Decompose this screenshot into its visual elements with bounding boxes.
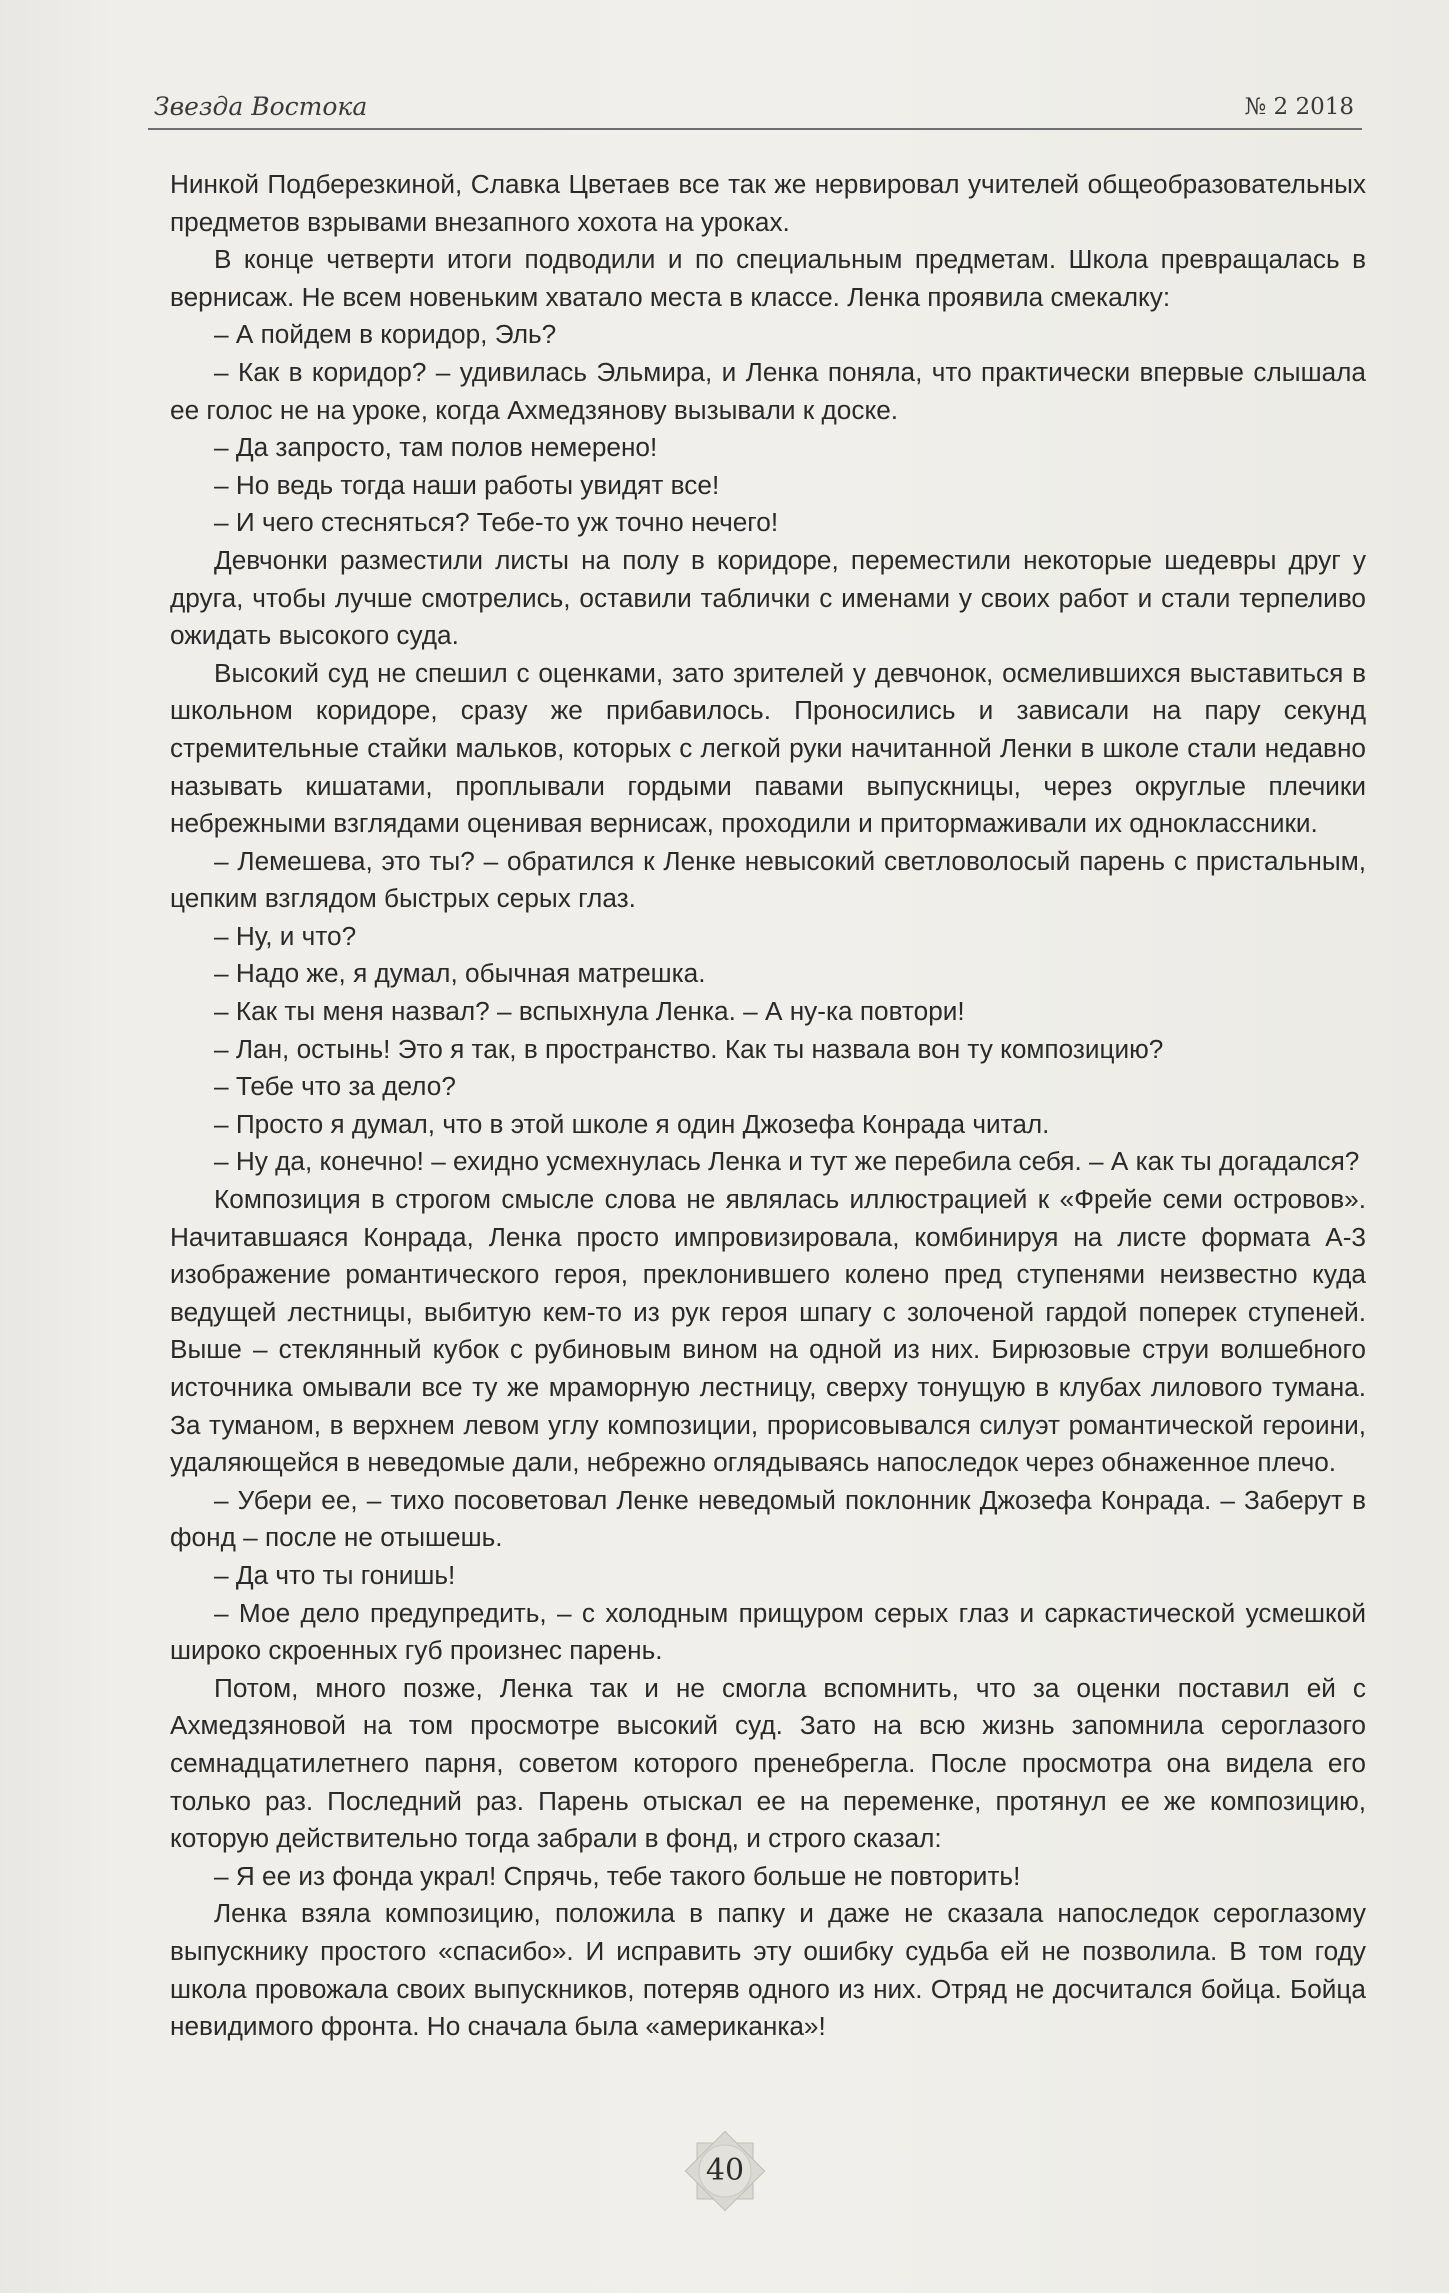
dialogue-line: – Как ты меня назвал? – вспыхнула Ленка. – А ну-ка повтори!	[214, 996, 965, 1027]
dialogue-line: – Я ее из фонда украл! Спрячь, тебе такого больше не повторить!	[214, 1860, 1021, 1891]
dialogue-line: – Надо же, я думал, обычная матрешка.	[214, 958, 706, 989]
dialogue-line: – Да что ты гонишь!	[214, 1559, 456, 1590]
issue-number: № 2 2018	[1244, 94, 1354, 120]
dialogue-line: – Да запросто, там полов немерено!	[214, 432, 658, 463]
dialogue-line: – Убери ее, – тихо посоветовал Ленке неведомый поклонник Джозефа Конрада. – Заберут в фонд – после не отышешь.	[170, 1484, 1366, 1553]
paragraph: Девчонки разместили листы на полу в коридоре, переместили некоторые шедевры друг у друга, чтобы лучше смотрелись, оставили таблички с именами у своих работ и стали терпеливо ожидать высокого суда.	[170, 544, 1366, 651]
dialogue-line: – Но ведь тогда наши работы увидят все!	[214, 469, 720, 500]
paragraph: Ленка взяла композицию, положила в папку и даже не сказала напоследок сероглазому выпускнику простого «спасибо». И исправить эту ошибку судьба ей не позволила. В том году школа провожала своих выпускников, потеряв одного из них. Отряд не досчитался бойца. Бойца невидимого фронта. Но сначала была «американка»!	[170, 1898, 1366, 2042]
paragraph: Нинкой Подберезкиной, Славка Цветаев все так же нервировал учителей общеобразовательных предметов взрывами внезапного хохота на уроках.	[170, 169, 1366, 237]
dialogue-line: – Как в коридор? – удивилась Эльмира, и Ленка поняла, что практически впервые слышала ее голос не на уроке, когда Ахмедзянову вызывали к доске.	[170, 356, 1366, 425]
dialogue-line: – Мое дело предупредить, – с холодным прищуром серых глаз и саркастической усмешкой широко скроенных губ произнес парень.	[170, 1597, 1366, 1666]
paragraph: Потом, много позже, Ленка так и не смогла вспомнить, что за оценки поставил ей с Ахмедзяновой на том просмотре высокий суд. Зато на всю жизнь запомнила сероглазого семнадцатилетнего парня, советом которого пренебрегла. После просмотра она видела его только раз. Последний раз. Парень отыскал ее на переменке, протянул ее же композицию, которую действительно тогда забрали в фонд, и строго сказал:	[170, 1672, 1366, 1854]
paragraph: В конце четверти итоги подводили и по специальным предметам. Школа превращалась в вернисаж. Не всем новеньким хватало места в классе. Ленка проявила смекалку:	[170, 244, 1366, 312]
paragraph: Композиция в строгом смысле слова не являлась иллюстрацией к «Фрейе семи островов». Начитавшаяся Конрада, Ленка просто импровизировала, комбинируя на листе формата А-3 изображение романтического героя, преклонившего колено пред ступенями неизвестно куда ведущей лестницы, выбитую кем-то из рук героя шпагу с золоченой гардой поперек ступеней. Выше – стеклянный кубок с рубиновым вином на одной из них. Бирюзовые струи волшебного источника омывали все ту же мраморную лестницу, сверху тонущую в клубах лилового тумана. За туманом, в верхнем левом углу композиции, прорисовывался силуэт романтической героини, удаляющейся в неведомые дали, небрежно оглядываясь напоследок через обнаженное плечо.	[170, 1184, 1366, 1478]
running-header	[148, 86, 1362, 130]
dialogue-line: – И чего стесняться? Тебе-то уж точно нечего!	[214, 507, 779, 538]
page-number: 40	[705, 2153, 745, 2188]
dialogue-line: – Ну да, конечно! – ехидно усмехнулась Ленка и тут же перебила себя. – А как ты догадался?	[214, 1146, 1360, 1177]
dialogue-line: – Лемешева, это ты? – обратился к Ленке невысокий светловолосый парень с пристальным, цепким взглядом быстрых серых глаз.	[170, 845, 1366, 914]
dialogue-line: – Тебе что за дело?	[214, 1071, 456, 1102]
dialogue-line: – А пойдем в коридор, Эль?	[214, 319, 557, 350]
dialogue-line: – Ну, и что?	[214, 920, 357, 951]
paragraph: Высокий суд не спешил с оценками, зато зрителей у девчонок, осмелившихся выставиться в школьном коридоре, сразу же прибавилось. Проносились и зависали на пару секунд стремительные стайки мальков, которых с легкой руки начитанной Ленки в школе стали недавно называть кишатами, проплывали гордыми павами выпускницы, через округлые плечики небрежными взглядами оценивая вернисаж, проходили и притормаживали их одноклассники.	[170, 657, 1366, 839]
dialogue-line: – Лан, остынь! Это я так, в пространство. Как ты назвала вон ту композицию?	[214, 1033, 1164, 1064]
page-number-badge	[682, 2128, 768, 2214]
article-body	[170, 166, 1366, 2046]
dialogue-line: – Просто я думал, что в этой школе я один Джозефа Конрада читал.	[214, 1108, 1050, 1139]
journal-title: Звезда Востока	[154, 92, 368, 121]
